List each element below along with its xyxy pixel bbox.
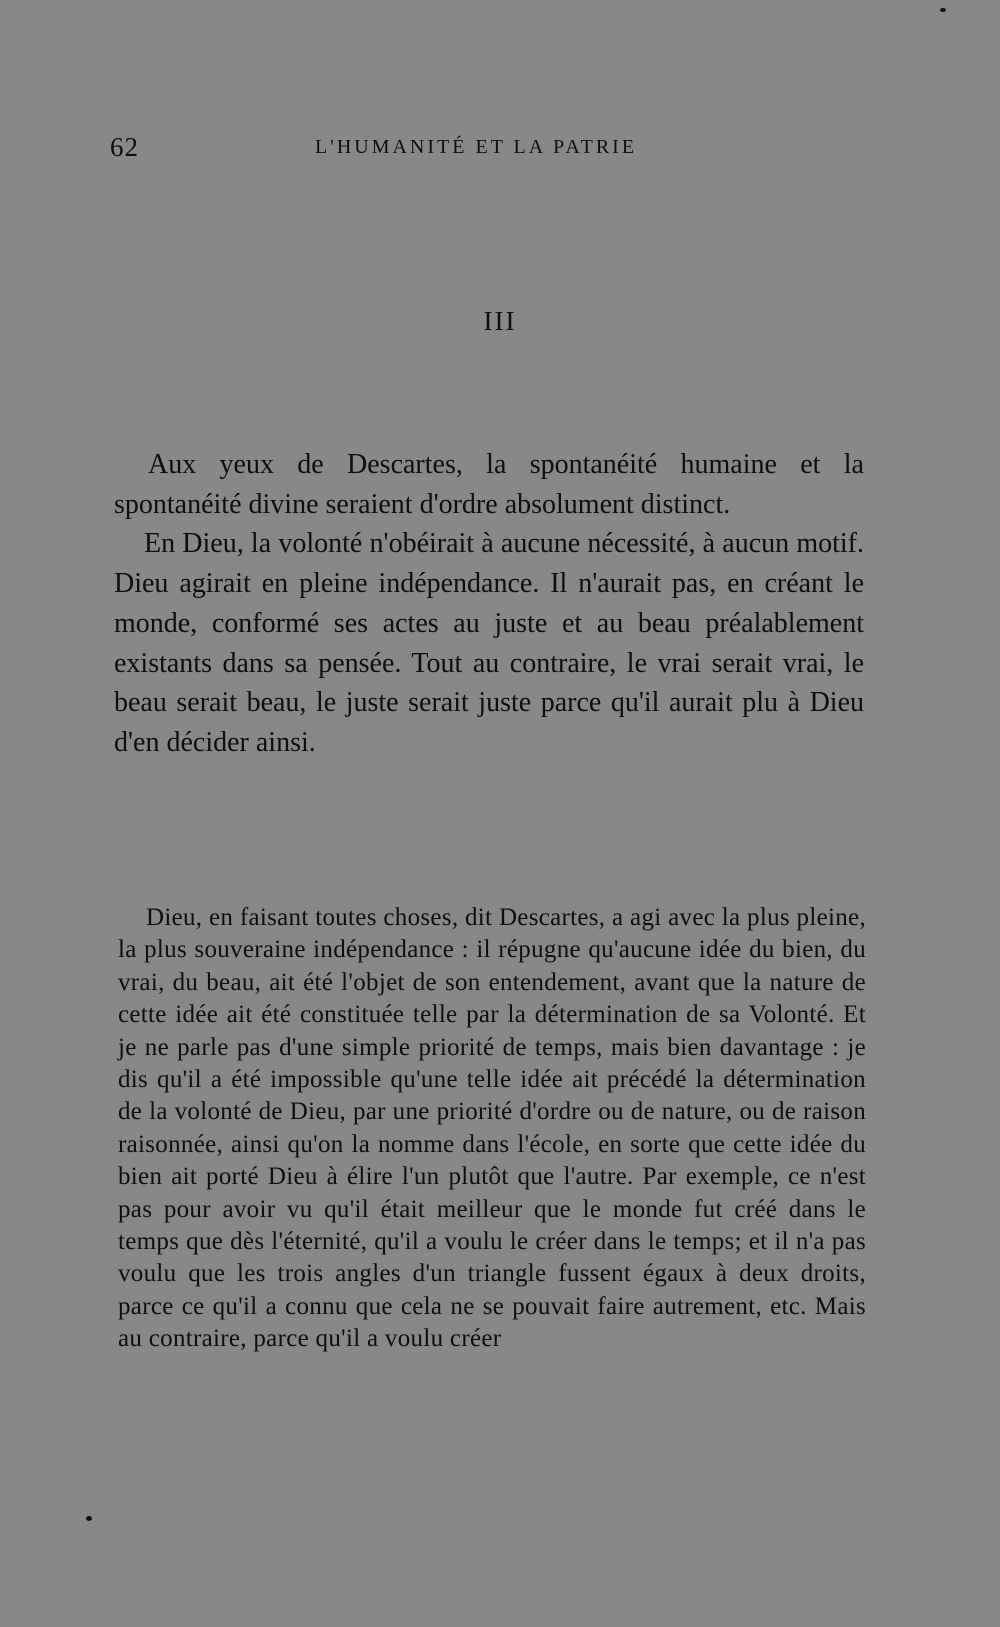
quote-paragraph: Dieu, en faisant toutes choses, dit Descartes, a agi avec la plus pleine, la plus souveraine indépendance : il répugne qu'aucune idée du bien, du vrai, du beau, ait été l'objet de son entendement, avant que la nature de cette idée ait été constituée telle par la détermination de sa Volonté. Et je ne parle pas d'une simple priorité de temps, mais bien davantage : je dis qu'il a été impossible qu'une telle idée ait précédé la détermination de la volonté de Dieu, par une priorité d'ordre ou de nature, ou de raison raisonnée, ainsi qu'on la nomme dans l'école, en sorte que cette idée du bien ait porté Dieu à élire l'un plutôt que l'autre. Par exemple, ce n'est pas pour avoir vu qu'il était meilleur que le monde fut créé dans le temps que dès l'éternité, qu'il a voulu le créer dans le temps; et il n'a pas voulu que les trois angles d'un triangle fussent égaux à deux droits, parce ce qu'il a connu que cela ne se pouvait faire autrement, etc. Mais au contraire, parce qu'il a voulu créer [118,904,866,1353]
running-head [110,132,870,168]
block-quote [118,902,866,1356]
body-paragraph: Aux yeux de Descartes, la spontanéité humaine et la spontanéité divine seraient d'ordre absolument distinct. [114,449,864,520]
main-text [114,445,864,763]
scan-speck [86,1516,92,1521]
section-heading: III [483,306,517,336]
body-paragraph: En Dieu, la volonté n'obéirait à aucune nécessité, à aucun motif. Dieu agirait en pleine indépendance. Il n'aurait pas, en créant le monde, conformé ses actes au juste et au beau préalablement existants dans sa pensée. Tout au contraire, le vrai serait vrai, le beau serait beau, le juste serait juste parce qu'il aurait plu à Dieu d'en décider ainsi. [114,528,864,758]
page-number: 62 [110,132,139,162]
running-title: L'HUMANITÉ ET LA PATRIE [315,136,638,158]
scan-speck [940,8,946,12]
